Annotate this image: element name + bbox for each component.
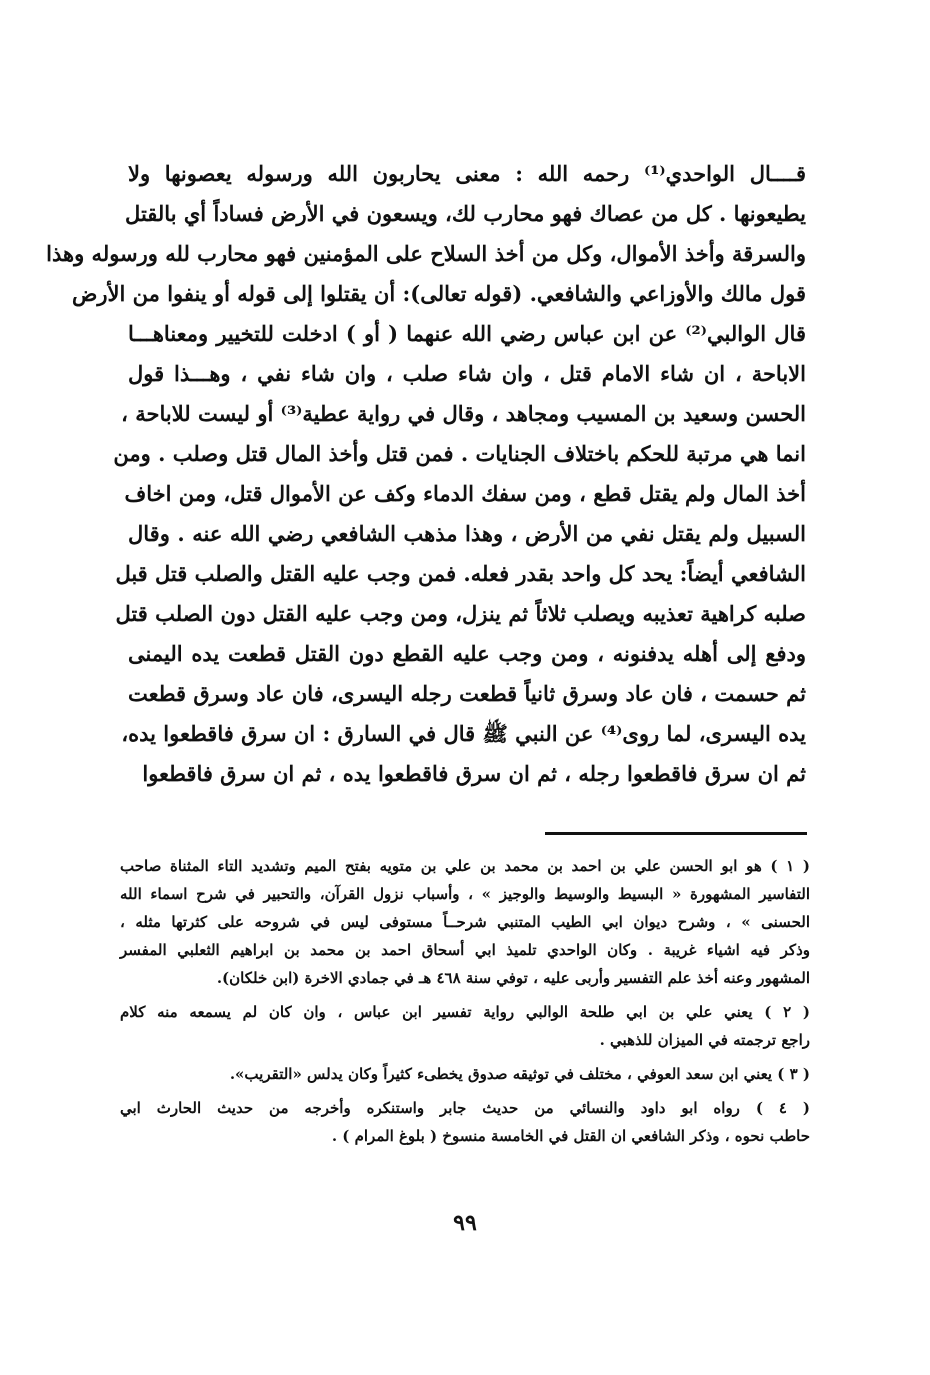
text-line: يده اليسرى، لما روى⁽⁴⁾ عن النبي ﷺ قال في السارق : ان سرق فاقطعوا يده، xyxy=(121,721,806,746)
text-line: قال الوالبي⁽²⁾ عن ابن عباس رضي الله عنهما ( أو ) ادخلت للتخيير ومعناهـــا xyxy=(128,321,806,346)
footnote-3 xyxy=(120,1060,810,1088)
text-line: والسرقة وأخذ الأموال، وكل من أخذ السلاح على المؤمنين فهو محارب لله ورسوله وهذا xyxy=(46,241,806,266)
footnote-1 xyxy=(120,852,810,992)
footnote-4 xyxy=(120,1094,810,1150)
text-line: الحسن وسعيد بن المسيب ومجاهد ، وقال في رواية عطية⁽³⁾ أو ليست للاباحة ، xyxy=(121,401,806,426)
footnote-line: المشهور وعنه أخذ علم التفسير وأربى عليه ، توفي سنة ٤٦٨ هـ في جمادي الاخرة (ابن خلكان). xyxy=(216,969,810,987)
main-text xyxy=(46,154,806,794)
footnote-2 xyxy=(120,998,810,1054)
footnote-line: راجع ترجمته في الميزان للذهبي . xyxy=(599,1031,810,1049)
text-line: ودفع إلى أهله يدفنونه ، ومن وجب عليه القطع دون القتل قطعت يده اليمنى xyxy=(128,641,806,666)
footnote-line: ( ٤ ) رواه ابو داود والنسائي من حديث جابر واستنكره وأخرجه من حديث الحارث ابي xyxy=(120,1099,810,1117)
text-line: انما هي مرتبة للحكم باختلاف الجنايات . فمن قتل وأخذ المال قتل وصلب . ومن xyxy=(113,441,806,466)
footnote-line: حاطب نحوه ، وذكر الشافعي ان القتل في الخامسة منسوخ ( بلوغ المرام ) . xyxy=(331,1127,810,1145)
text-line: صلبه كراهية تعذيبه ويصلب ثلاثاً ثم ينزل، ومن وجب عليه القتل دون الصلب قتل xyxy=(115,601,806,626)
text-line: ثم حسمت ، فان عاد وسرق ثانياً قطعت رجله اليسرى، فان عاد وسرق قطعت xyxy=(128,681,806,706)
footnote-line: ( ١ ) هو ابو الحسن علي بن احمد بن محمد بن علي بن متويه بفتح الميم وتشديد التاء المثناة صاحب xyxy=(120,857,810,875)
text-line: يطيعونها . كل من عصاك فهو محارب لك، ويسعون في الأرض فساداً أي بالقتل xyxy=(125,201,806,226)
footnote-line: وذكر فيه اشياء غريبة . وكان الواحدي تلميذ ابي أسحاق احمد بن محمد بن ابراهيم الثعلبي المفسر xyxy=(120,941,810,959)
text-line: قول مالك والأوزاعي والشافعي. (قوله تعالى): أن يقتلوا إلى قوله أو ينفوا من الأرض xyxy=(72,281,806,306)
footnotes xyxy=(120,852,810,1156)
footnote-line: ( ٣ ) يعني ابن سعد العوفي ، مختلف في توثيقه صدوق يخطىء كثيراً وكان يدلس «التقريب». xyxy=(229,1065,810,1083)
footnote-line: الحسنى » ، وشرح ديوان ابي الطيب المتنبي شرحــاً مستوفى ليس في شروحه على كثرتها مثله ، xyxy=(120,913,810,931)
text-line: ثم ان سرق فاقطعوا رجله ، ثم ان سرق فاقطعوا يده ، ثم ان سرق فاقطعوا xyxy=(142,761,806,786)
footnote-line: ( ٢ ) يعني علي بن ابي طلحة الوالبي رواية تفسير ابن عباس ، وان كان لم يسمعه منه كلام xyxy=(120,1003,810,1021)
footnote-line: التفاسير المشهورة « البسيط والوسيط والوجيز » ، وأسباب نزول القرآن، والتحبير في شرح اسماء الله xyxy=(120,885,810,903)
text-line: أخذ المال ولم يقتل قطع ، ومن سفك الدماء وكف عن الأموال قتل، ومن اخاف xyxy=(124,481,806,506)
text-line: قــــال الواحدي⁽¹⁾ رحمه الله : معنى يحاربون الله ورسوله يعصونها ولا xyxy=(128,161,806,186)
text-line: السبيل ولم يقتل نفي من الأرض ، وهذا مذهب الشافعي رضي الله عنه . وقال xyxy=(128,521,806,546)
footnote-separator xyxy=(545,832,807,835)
page-number: ٩٩ xyxy=(453,1210,477,1236)
text-line: الشافعي أيضاً: يحد كل واحد بقدر فعله. فمن وجب عليه القتل والصلب قتل قبل xyxy=(115,561,806,586)
text-line: الاباحة ، ان شاء الامام قتل ، وان شاء صلب ، وان شاء نفي ، وهـــذا قول xyxy=(128,361,806,386)
